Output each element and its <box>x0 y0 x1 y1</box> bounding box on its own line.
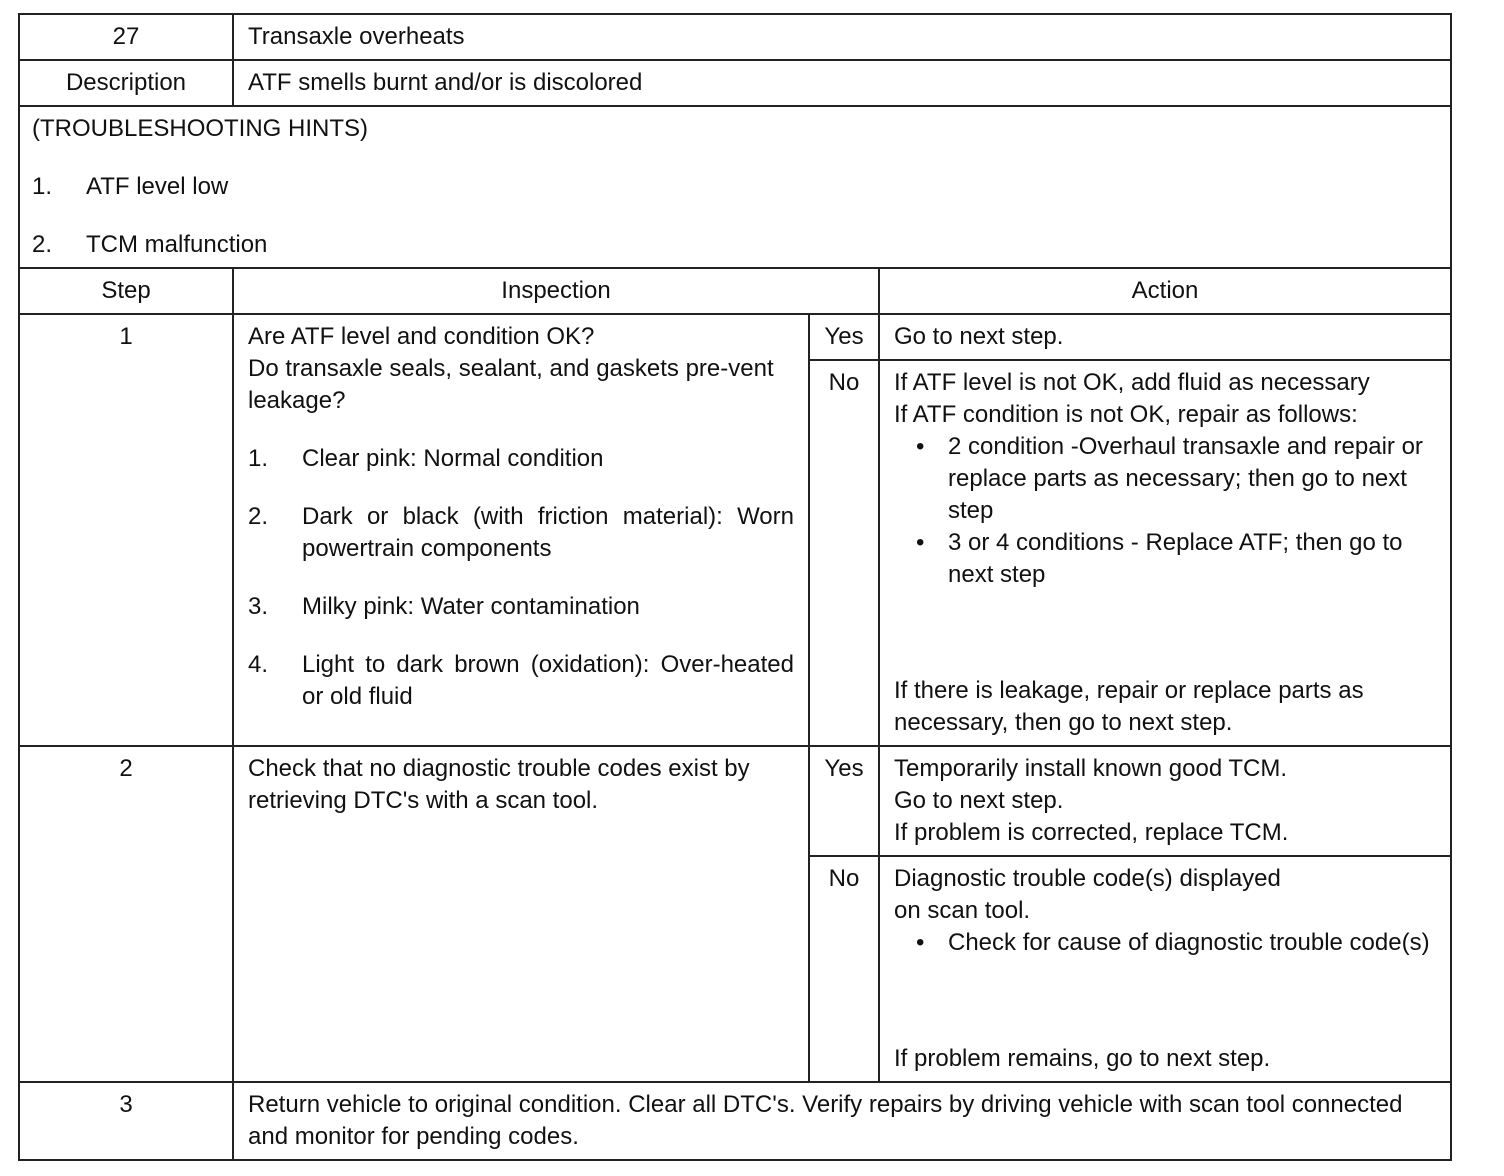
hint-item: 2. TCM malfunction <box>32 231 268 258</box>
col-inspection: Inspection <box>234 269 880 313</box>
list-item: 4. Light to dark brown (oxidation): Over-heated or old fluid <box>248 651 794 710</box>
step-row-1 <box>20 315 1450 747</box>
bullet-icon: • <box>916 433 925 460</box>
step-row-2 <box>20 747 1450 1083</box>
troubleshooting-table <box>18 13 1452 1161</box>
no-action: Diagnostic trouble code(s) displayed on scan tool. • Check for cause of diagnostic trouble code(s) If problem remains, go to next step. <box>880 857 1450 1081</box>
yes-block <box>810 315 1450 361</box>
step-inspection: Check that no diagnostic trouble codes exist by retrieving DTC's with a scan tool. <box>234 747 810 1081</box>
step-number: 1 <box>20 315 234 745</box>
list-item: 3. Milky pink: Water contamination <box>248 593 640 620</box>
bullet-icon: • <box>916 929 925 956</box>
no-footer: If problem remains, go to next step. <box>894 1045 1271 1072</box>
yes-action: Go to next step. <box>894 323 1064 350</box>
step-instruction: Return vehicle to original condition. Clear all DTC's. Verify repairs by driving vehicle with scan tool connected and monitor for pending codes. <box>248 1091 1403 1150</box>
no-label: No <box>810 857 880 1081</box>
no-label: No <box>810 361 880 745</box>
step-number: 2 <box>20 747 234 1081</box>
bullet-icon: • <box>916 529 925 556</box>
step-inspection: Are ATF level and condition OK? Do transaxle seals, sealant, and gaskets pre-vent leakage? 1. Clear pink: Normal condition 2. Dark or black (with friction material): Worn powertrain components 3. Milky pink: Water contamination 4. Light to dark brown (oxidation): Over-heated or old fluid <box>234 315 810 745</box>
yes-label: Yes <box>810 747 880 855</box>
yes-action: Temporarily install known good TCM. Go to next step. If problem is corrected, replace TCM. <box>894 755 1289 846</box>
description-text: ATF smells burnt and/or is discolored <box>248 69 643 96</box>
no-block <box>810 361 1450 745</box>
description-row <box>20 61 1450 107</box>
hint-item: 1. ATF level low <box>32 173 229 200</box>
no-block <box>810 857 1450 1081</box>
column-header-row <box>20 269 1450 315</box>
step-results <box>810 315 1450 745</box>
title-row <box>20 15 1450 61</box>
description-label: Description <box>20 61 234 105</box>
step-number: 3 <box>20 1083 234 1159</box>
col-step: Step <box>20 269 234 313</box>
bullet-item: • Check for cause of diagnostic trouble code(s) <box>894 927 1436 959</box>
list-item: 2. Dark or black (with friction material): Worn powertrain components <box>248 503 794 562</box>
hints-heading: (TROUBLESHOOTING HINTS) <box>32 115 369 142</box>
yes-label: Yes <box>810 315 880 359</box>
symptom-number: 27 <box>20 15 234 59</box>
hints-row <box>20 107 1450 269</box>
no-footer: If there is leakage, repair or replace parts as necessary, then go to next step. <box>894 677 1364 736</box>
bullet-item: • 2 condition -Overhaul transaxle and repair or replace parts as necessary; then go to next step <box>894 431 1436 527</box>
no-action: If ATF level is not OK, add fluid as necessary If ATF condition is not OK, repair as follows: • 2 condition -Overhaul transaxle and repair or replace parts as necessary; then go to next step • 3 or 4 conditions - Replace ATF; then go to next step If there is leakage, repair or replace parts as necessary, then go to next step. <box>880 361 1450 745</box>
step-results <box>810 747 1450 1081</box>
symptom-title: Transaxle overheats <box>248 23 465 50</box>
troubleshooting-hints <box>20 107 380 267</box>
col-action: Action <box>1131 277 1199 304</box>
step-row-3 <box>20 1083 1450 1159</box>
yes-block <box>810 747 1450 857</box>
bullet-item: • 3 or 4 conditions - Replace ATF; then go to next step <box>894 527 1436 591</box>
list-item: 1. Clear pink: Normal condition <box>248 445 604 472</box>
